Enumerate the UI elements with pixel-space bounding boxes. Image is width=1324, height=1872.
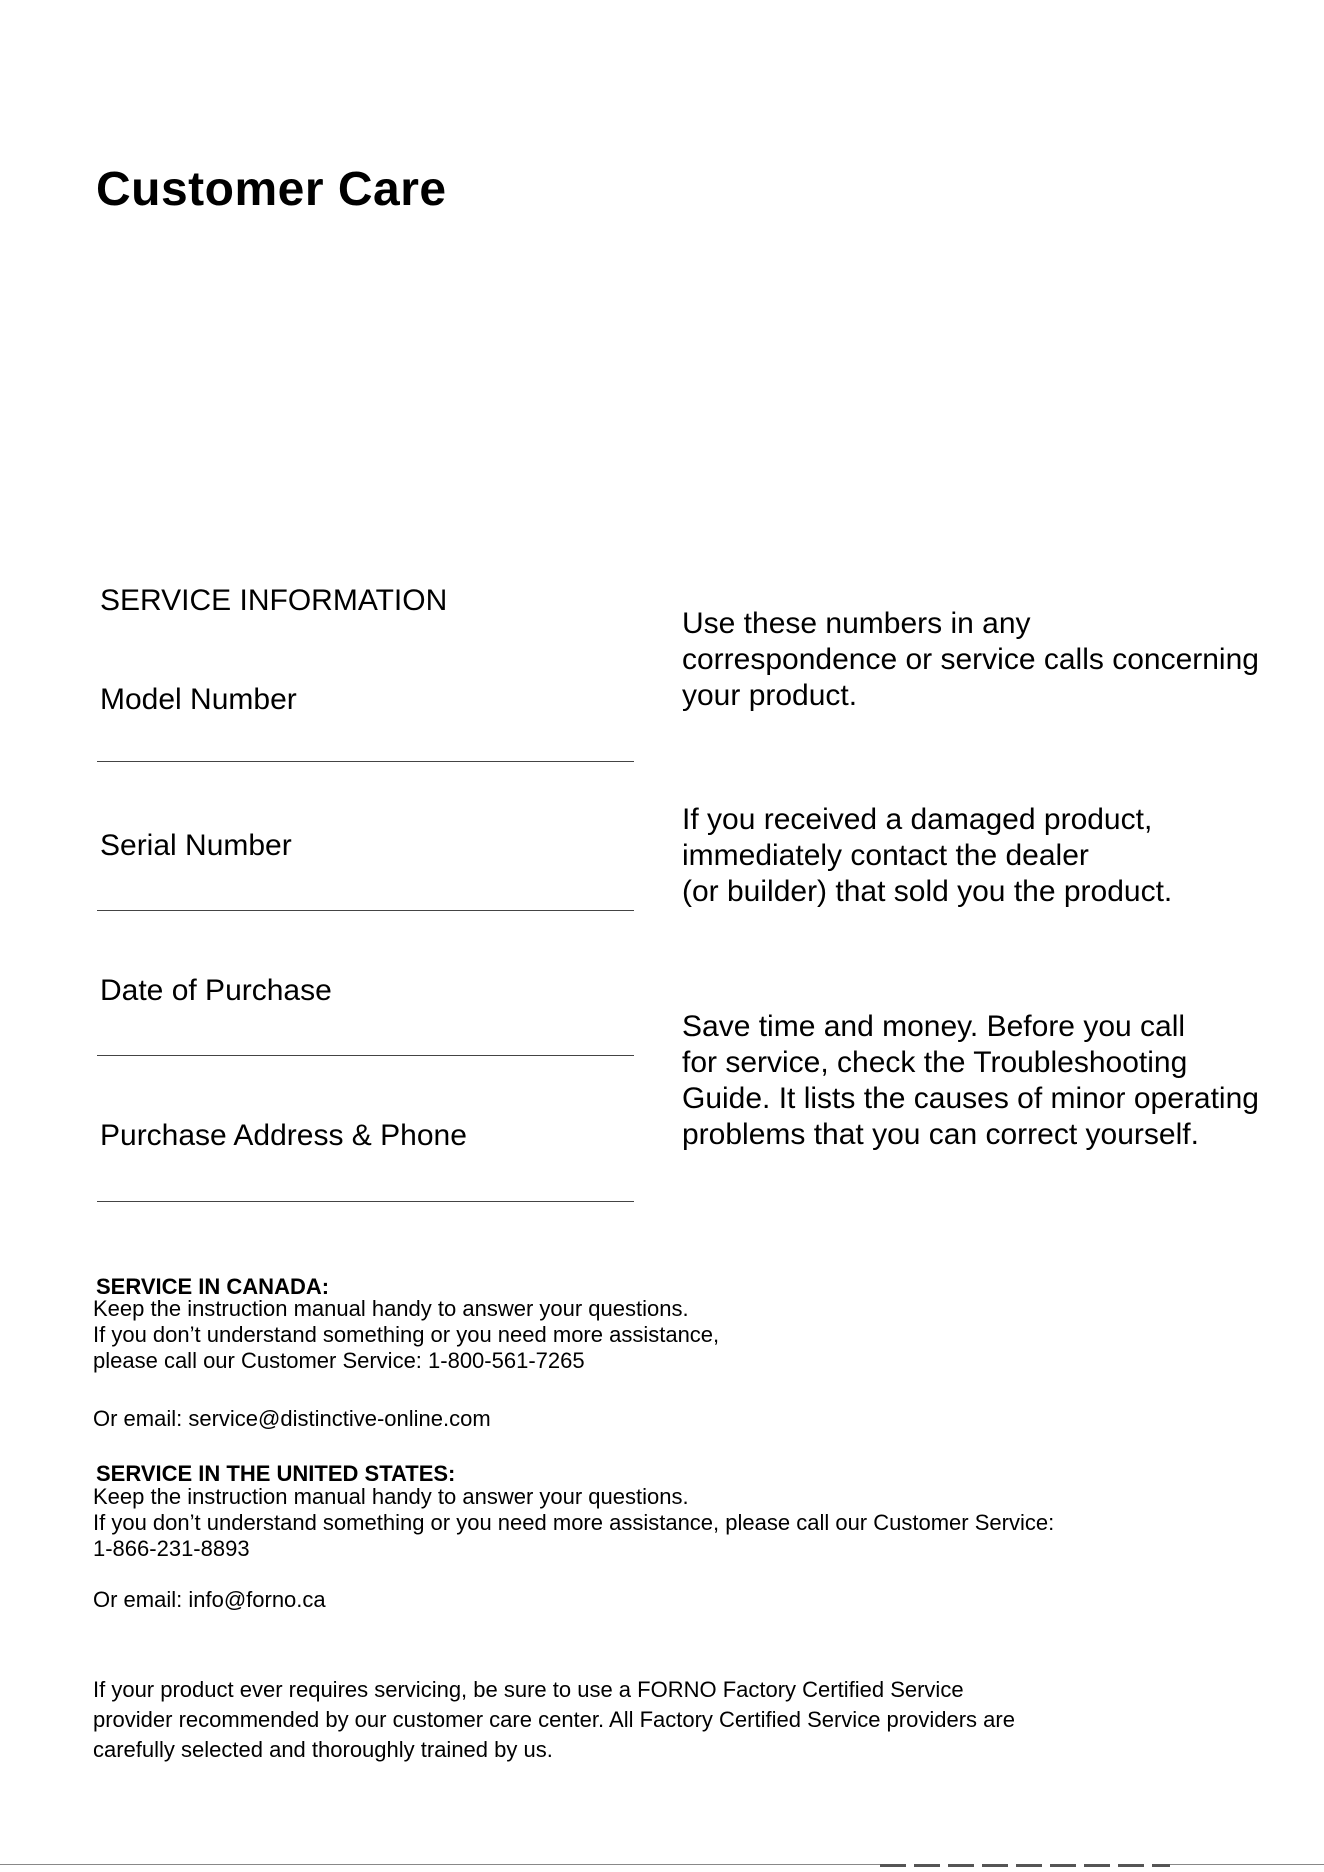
service-usa-text: Keep the instruction manual handy to answer your questions. If you don’t understand something or you need more assistance, please call our Customer Service: 1-866-231-8893 <box>93 1484 1055 1561</box>
service-usa-heading: SERVICE IN THE UNITED STATES: <box>96 1461 456 1486</box>
service-canada-email: Or email: service@distinctive-online.com <box>93 1406 491 1431</box>
date-of-purchase-label: Date of Purchase <box>100 974 332 1007</box>
serial-number-line <box>97 910 634 911</box>
page-title: Customer Care <box>96 163 447 216</box>
model-number-line <box>97 761 634 762</box>
service-usa-email: Or email: info@forno.ca <box>93 1587 326 1612</box>
service-information-heading: SERVICE INFORMATION <box>100 584 448 617</box>
purchase-address-phone-label: Purchase Address & Phone <box>100 1119 467 1152</box>
certified-service-note: If your product ever requires servicing, be sure to use a FORNO Factory Certified Service provider recommended by our customer care center. All Factory Certified Service providers are carefully selected and thoroughly trained by us. <box>93 1677 1015 1762</box>
damaged-product-note: If you received a damaged product, immediately contact the dealer (or builder) that sold you the product. <box>682 803 1173 908</box>
troubleshooting-note: Save time and money. Before you call for service, check the Troubleshooting Guide. It lists the causes of minor operating problems that you can correct yourself. <box>682 1010 1259 1151</box>
model-number-label: Model Number <box>100 683 297 716</box>
page-corner-mark <box>880 1864 1170 1867</box>
use-numbers-note: Use these numbers in any correspondence or service calls concerning your product. <box>682 607 1259 712</box>
service-canada-text: Keep the instruction manual handy to answer your questions. If you don’t understand something or you need more assistance, please call our Customer Service: 1-800-561-7265 <box>93 1296 720 1373</box>
date-of-purchase-line <box>97 1055 634 1056</box>
serial-number-label: Serial Number <box>100 829 292 862</box>
service-canada-heading: SERVICE IN CANADA: <box>96 1274 330 1299</box>
purchase-address-phone-line <box>97 1201 634 1202</box>
